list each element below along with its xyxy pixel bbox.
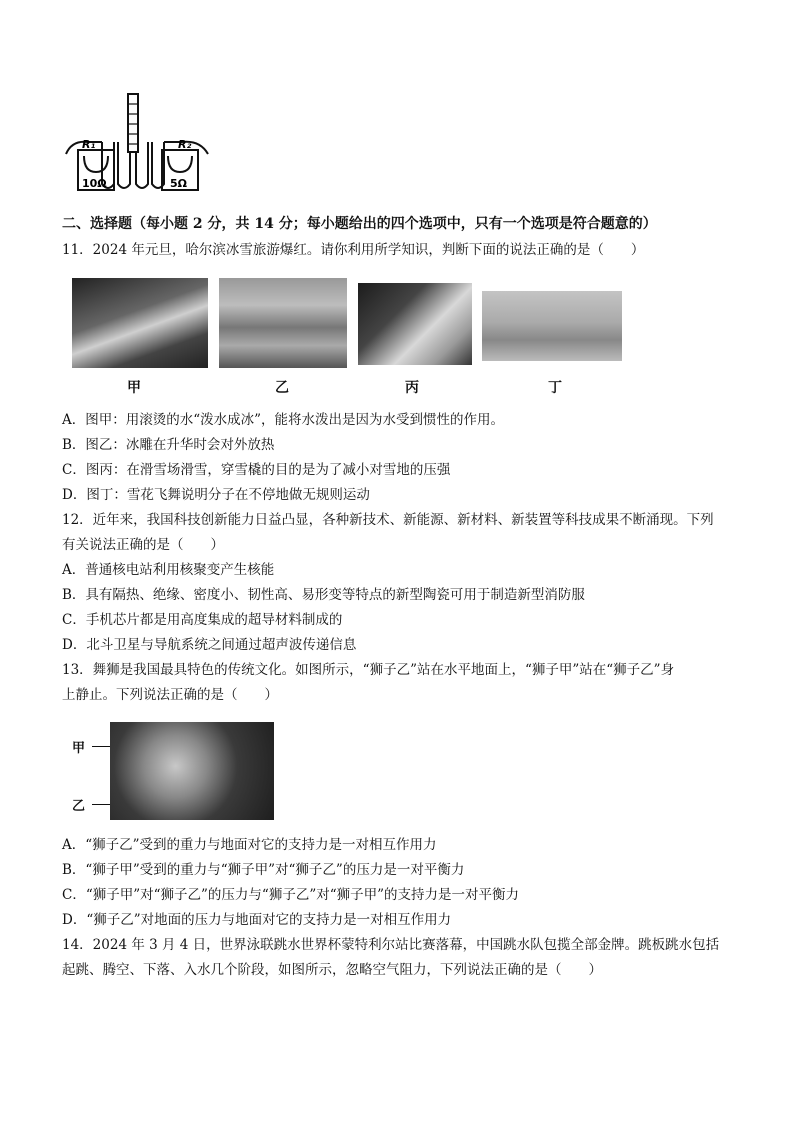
photo-yi	[219, 278, 347, 368]
photo-jia	[72, 278, 208, 368]
caption-ding: 丁	[548, 380, 562, 396]
section-title: 二、选择题（每小题 2 分，共 14 分；每小题给出的四个选项中，只有一个选项是符合题意的）	[62, 216, 657, 232]
q12-option-b: B．具有隔热、绝缘、密度小、韧性高、易形变等特点的新型陶瓷可用于制造新型消防服	[62, 587, 585, 603]
q11-option-d: D．图丁：雪花飞舞说明分子在不停地做无规则运动	[62, 487, 370, 503]
caption-yi: 乙	[275, 380, 289, 396]
q11-option-c: C．图丙：在滑雪场滑雪，穿雪橇的目的是为了减小对雪地的压强	[62, 462, 451, 478]
lion-dance-photo	[110, 722, 274, 820]
photo-ding	[482, 291, 622, 361]
q11-option-b: B．图乙：冰雕在升华时会对外放热	[62, 437, 275, 453]
r1-label: R₁	[82, 138, 96, 151]
q12-option-c: C．手机芯片都是用高度集成的超导材料制成的	[62, 612, 343, 628]
q13-option-b: B．“狮子甲”受到的重力与“狮子甲”对“狮子乙”的压力是一对平衡力	[62, 862, 465, 878]
q11-option-a: A．图甲：用滚烫的水“泼水成冰”，能将水泼出是因为水受到惯性的作用。	[62, 412, 505, 428]
lion-label-jia-line	[92, 746, 110, 747]
lion-label-yi-line	[92, 804, 110, 805]
q13-stem-line2: 上静止。下列说法正确的是（ ）	[62, 687, 278, 703]
circuit-diagram	[62, 92, 212, 196]
lion-label-jia: 甲	[72, 741, 86, 756]
q13-option-a: A．“狮子乙”受到的重力与地面对它的支持力是一对相互作用力	[62, 837, 437, 853]
q14-stem-line2: 起跳、腾空、下落、入水几个阶段，如图所示，忽略空气阻力，下列说法正确的是（ ）	[62, 962, 602, 978]
q13-option-d: D．“狮子乙”对地面的压力与地面对它的支持力是一对相互作用力	[62, 912, 452, 928]
r2-label: R₂	[178, 138, 192, 151]
q13-option-c: C．“狮子甲”对“狮子乙”的压力与“狮子乙”对“狮子甲”的支持力是一对平衡力	[62, 887, 520, 903]
q12-stem-line2: 有关说法正确的是（ ）	[62, 537, 224, 553]
q12-option-a: A．普通核电站利用核聚变产生核能	[62, 562, 275, 578]
r2-value: 5Ω	[170, 177, 188, 190]
r1-value: 10Ω	[82, 177, 107, 190]
q12-stem-line1: 12．近年来，我国科技创新能力日益凸显，各种新技术、新能源、新材料、新装置等科技成果不断涌现。下列	[62, 512, 714, 528]
photo-bing	[358, 283, 472, 365]
caption-bing: 丙	[405, 380, 419, 396]
q14-stem-line1: 14．2024 年 3 月 4 日，世界泳联跳水世界杯蒙特利尔站比赛落幕，中国跳水队包揽全部金牌。跳板跳水包括	[62, 937, 720, 953]
q11-stem: 11．2024 年元旦，哈尔滨冰雪旅游爆红。请你利用所学知识，判断下面的说法正确的是（ ）	[62, 242, 645, 258]
lion-label-yi: 乙	[72, 799, 86, 814]
caption-jia: 甲	[127, 380, 141, 396]
q12-option-d: D．北斗卫星与导航系统之间通过超声波传递信息	[62, 637, 357, 653]
q13-stem-line1: 13．舞狮是我国最具特色的传统文化。如图所示，“狮子乙”站在水平地面上，“狮子甲”站在“狮子乙”身	[62, 662, 675, 678]
